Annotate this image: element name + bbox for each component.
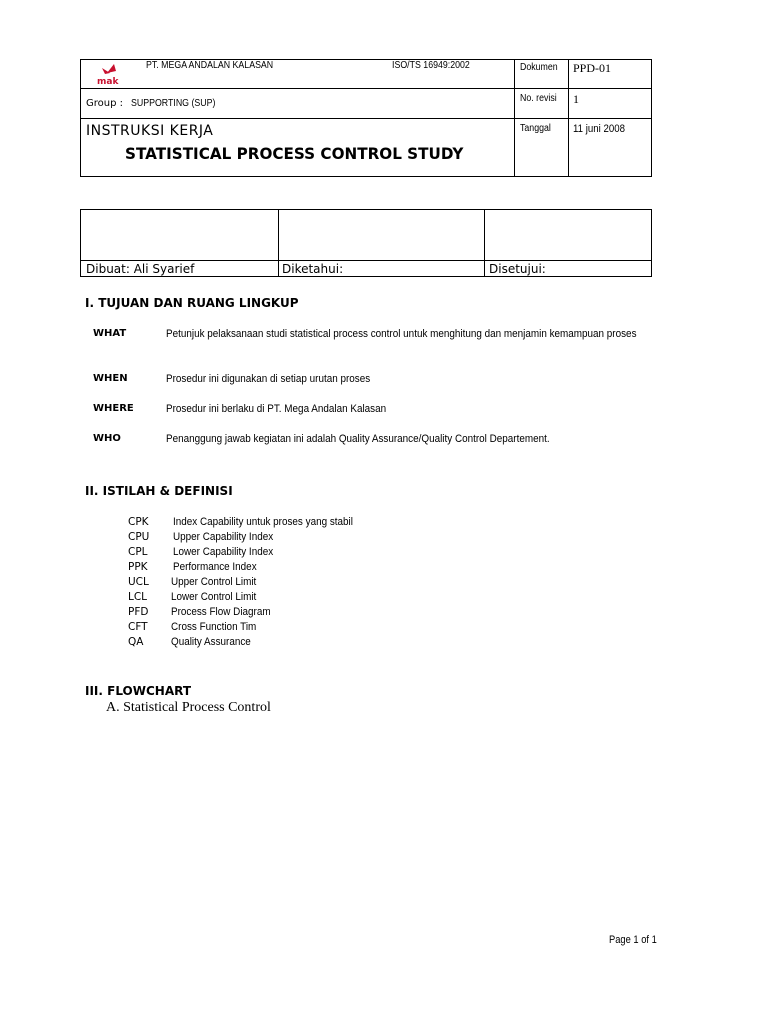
group-row (86, 93, 227, 111)
section-title-istilah: II. ISTILAH & DEFINISI (85, 484, 233, 498)
field-label-tanggal: Tanggal (520, 123, 551, 134)
definition: Cross Function Tim (171, 621, 257, 633)
term: QA (128, 636, 144, 648)
signature-disetujui: Disetujui: (489, 262, 546, 276)
doc-title: STATISTICAL PROCESS CONTROL STUDY (125, 144, 464, 163)
text-when: Prosedur ini digunakan di setiap urutan proses (166, 373, 371, 385)
definition: Upper Control Limit (171, 576, 257, 588)
flowchart-item: A. Statistical Process Control (106, 700, 271, 715)
label-when: WHEN (93, 373, 128, 384)
doc-type: INSTRUKSI KERJA (86, 123, 214, 139)
header-divider (81, 118, 652, 119)
text-what: Petunjuk pelaksanaan studi statistical process control untuk menghitung dan menjamin kemampuan proses (166, 328, 637, 340)
group-value: SUPPORTING (SUP) (131, 98, 216, 109)
definition: Lower Control Limit (171, 591, 257, 603)
header-divider (81, 88, 514, 89)
term: PPK (128, 561, 148, 573)
text-who: Penanggung jawab kegiatan ini adalah Quality Assurance/Quality Control Departement. (166, 433, 550, 445)
term: LCL (128, 591, 148, 603)
header-divider (514, 88, 652, 89)
term: PFD (128, 606, 149, 618)
text-where: Prosedur ini berlaku di PT. Mega Andalan Kalasan (166, 403, 387, 415)
definition: Lower Capability Index (173, 546, 274, 558)
iso-standard: ISO/TS 16949:2002 (392, 60, 470, 71)
definition: Upper Capability Index (173, 531, 274, 543)
section-title-flowchart: III. FLOWCHART (85, 684, 192, 698)
definition: Performance Index (173, 561, 257, 573)
term: CPU (128, 531, 150, 543)
company-name: PT. MEGA ANDALAN KALASAN (146, 60, 274, 71)
definition: Index Capability untuk proses yang stabil (173, 516, 353, 528)
term: CPL (128, 546, 148, 558)
label-where: WHERE (93, 403, 134, 414)
field-label-dokumen: Dokumen (520, 62, 558, 73)
signature-divider (278, 210, 279, 276)
section-title-tujuan: I. TUJUAN DAN RUANG LINGKUP (85, 296, 299, 310)
field-value-tanggal: 11 juni 2008 (573, 123, 626, 135)
field-value-dokumen: PPD-01 (573, 61, 612, 75)
term: CFT (128, 621, 148, 633)
page-number: Page 1 of 1 (609, 934, 657, 946)
term: UCL (128, 576, 149, 588)
definition: Process Flow Diagram (171, 606, 271, 618)
signature-dibuat: Dibuat: Ali Syarief (86, 262, 195, 276)
field-value-revisi: 1 (573, 92, 579, 106)
field-label-revisi: No. revisi (520, 93, 557, 104)
signature-divider (81, 260, 651, 261)
signature-divider (484, 210, 485, 276)
label-who: WHO (93, 433, 121, 444)
definition: Quality Assurance (171, 636, 251, 648)
label-what: WHAT (93, 328, 127, 339)
term: CPK (128, 516, 149, 528)
signature-diketahui: Diketahui: (282, 262, 344, 276)
logo-text: mak (97, 77, 119, 87)
group-label: Group : (86, 98, 123, 109)
